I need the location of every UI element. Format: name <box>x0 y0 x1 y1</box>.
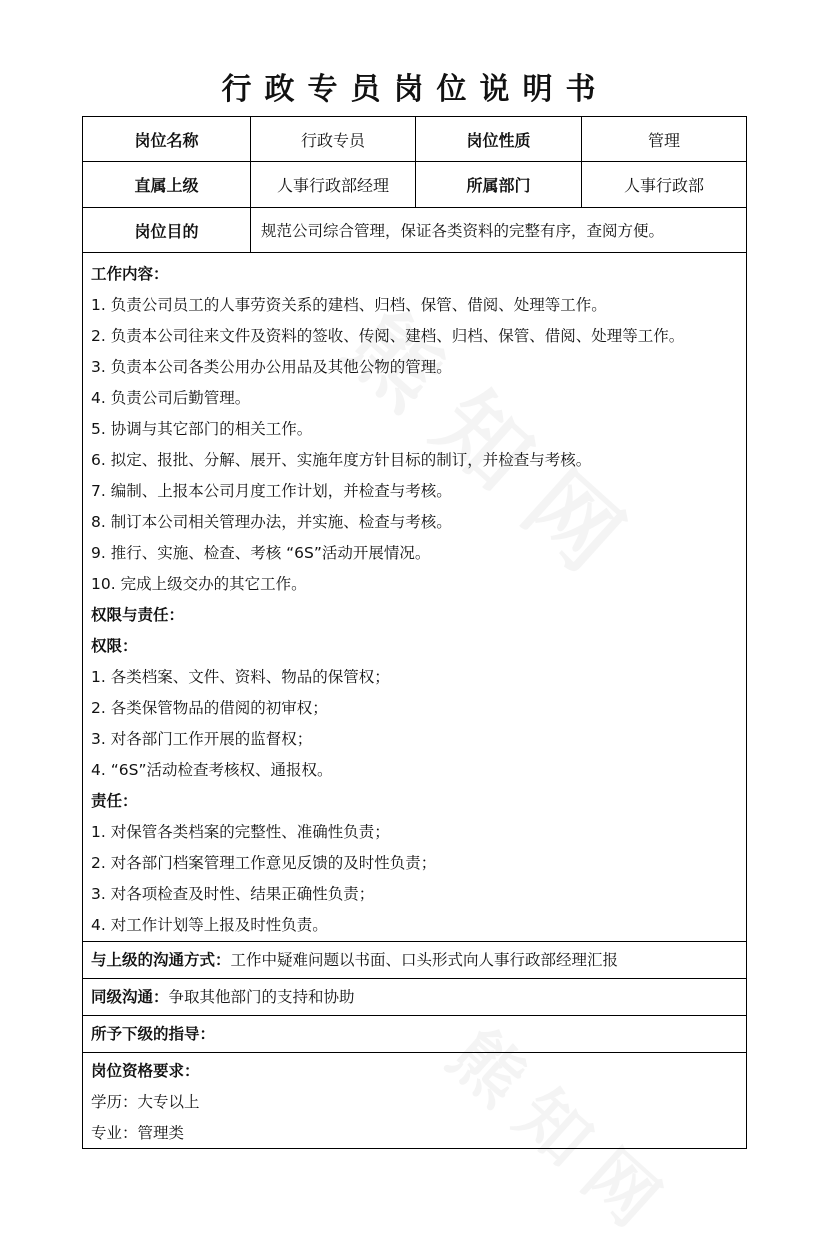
duty-item: 3. 负责本公司各类公用办公用品及其他公物的管理。 <box>91 358 452 376</box>
document-title: 行政专员岗位说明书 <box>221 72 609 107</box>
duty-item: 1. 负责公司员工的人事劳资关系的建档、归档、保管、借阅、处理等工作。 <box>91 296 607 314</box>
peer-communication-row <box>83 979 746 1016</box>
header-row-purpose <box>83 208 746 253</box>
peer-communication-label: 同级沟通： <box>91 988 169 1006</box>
department-label: 所属部门 <box>415 162 581 207</box>
authority-heading: 权限与责任： <box>91 606 185 624</box>
peer-communication-value: 争取其他部门的支持和协助 <box>168 988 355 1006</box>
duty-item: 10. 完成上级交办的其它工作。 <box>91 575 307 593</box>
position-nature-label: 岗位性质 <box>415 117 581 161</box>
duty-item: 4. 负责公司后勤管理。 <box>91 389 251 407</box>
purpose-value: 规范公司综合管理，保证各类资料的完整有序，查阅方便。 <box>250 208 746 252</box>
education-requirement: 学历：大专以上 <box>91 1093 200 1111</box>
qualifications-heading: 岗位资格要求： <box>91 1062 200 1080</box>
right-item: 4. “6S”活动检查考核权、通报权。 <box>91 761 333 779</box>
right-item: 2. 各类保管物品的借阅的初审权； <box>91 699 328 717</box>
right-item: 3. 对各部门工作开展的监督权； <box>91 730 313 748</box>
subordinate-guidance-row <box>83 1016 746 1053</box>
duty-item: 9. 推行、实施、检查、考核 “6S”活动开展情况。 <box>91 544 431 562</box>
duties-heading: 工作内容： <box>91 265 169 283</box>
rights-heading: 权限： <box>91 637 138 655</box>
header-row-position <box>83 117 746 162</box>
job-description-table <box>82 116 747 1149</box>
responsibility-item: 1. 对保管各类档案的完整性、准确性负责； <box>91 823 390 841</box>
duty-item: 2. 负责本公司往来文件及资料的签收、传阅、建档、归档、保管、借阅、处理等工作。 <box>91 327 685 345</box>
responsibility-item: 3. 对各项检查及时性、结果正确性负责； <box>91 885 375 903</box>
qualifications-section <box>83 1053 746 1149</box>
subordinate-guidance-label: 所予下级的指导： <box>91 1025 216 1043</box>
supervisor-label: 直属上级 <box>134 176 199 195</box>
upward-communication-row <box>83 942 746 979</box>
position-nature-value: 管理 <box>581 117 746 161</box>
responsibility-item: 2. 对各部门档案管理工作意见反馈的及时性负责； <box>91 854 437 872</box>
position-name-value: 行政专员 <box>250 117 415 161</box>
major-requirement: 专业：管理类 <box>91 1124 185 1142</box>
duty-item: 7. 编制、上报本公司月度工作计划，并检查与考核。 <box>91 482 452 500</box>
right-item: 1. 各类档案、文件、资料、物品的保管权； <box>91 668 390 686</box>
duty-item: 6. 拟定、报批、分解、展开、实施年度方针目标的制订，并检查与考核。 <box>91 451 592 469</box>
department-value: 人事行政部 <box>581 162 746 207</box>
purpose-label: 岗位目的 <box>134 221 199 241</box>
upward-communication-label: 与上级的沟通方式： <box>91 951 231 969</box>
responsibility-item: 4. 对工作计划等上报及时性负责。 <box>91 916 328 934</box>
duty-item: 5. 协调与其它部门的相关工作。 <box>91 420 313 438</box>
supervisor-value: 人事行政部经理 <box>250 162 415 207</box>
duties-section <box>83 253 746 942</box>
responsibilities-heading: 责任： <box>91 792 138 810</box>
position-name-label: 岗位名称 <box>134 130 199 150</box>
header-row-supervisor <box>83 162 746 208</box>
duty-item: 8. 制订本公司相关管理办法，并实施、检查与考核。 <box>91 513 452 531</box>
upward-communication-value: 工作中疑难问题以书面、口头形式向人事行政部经理汇报 <box>230 951 619 969</box>
